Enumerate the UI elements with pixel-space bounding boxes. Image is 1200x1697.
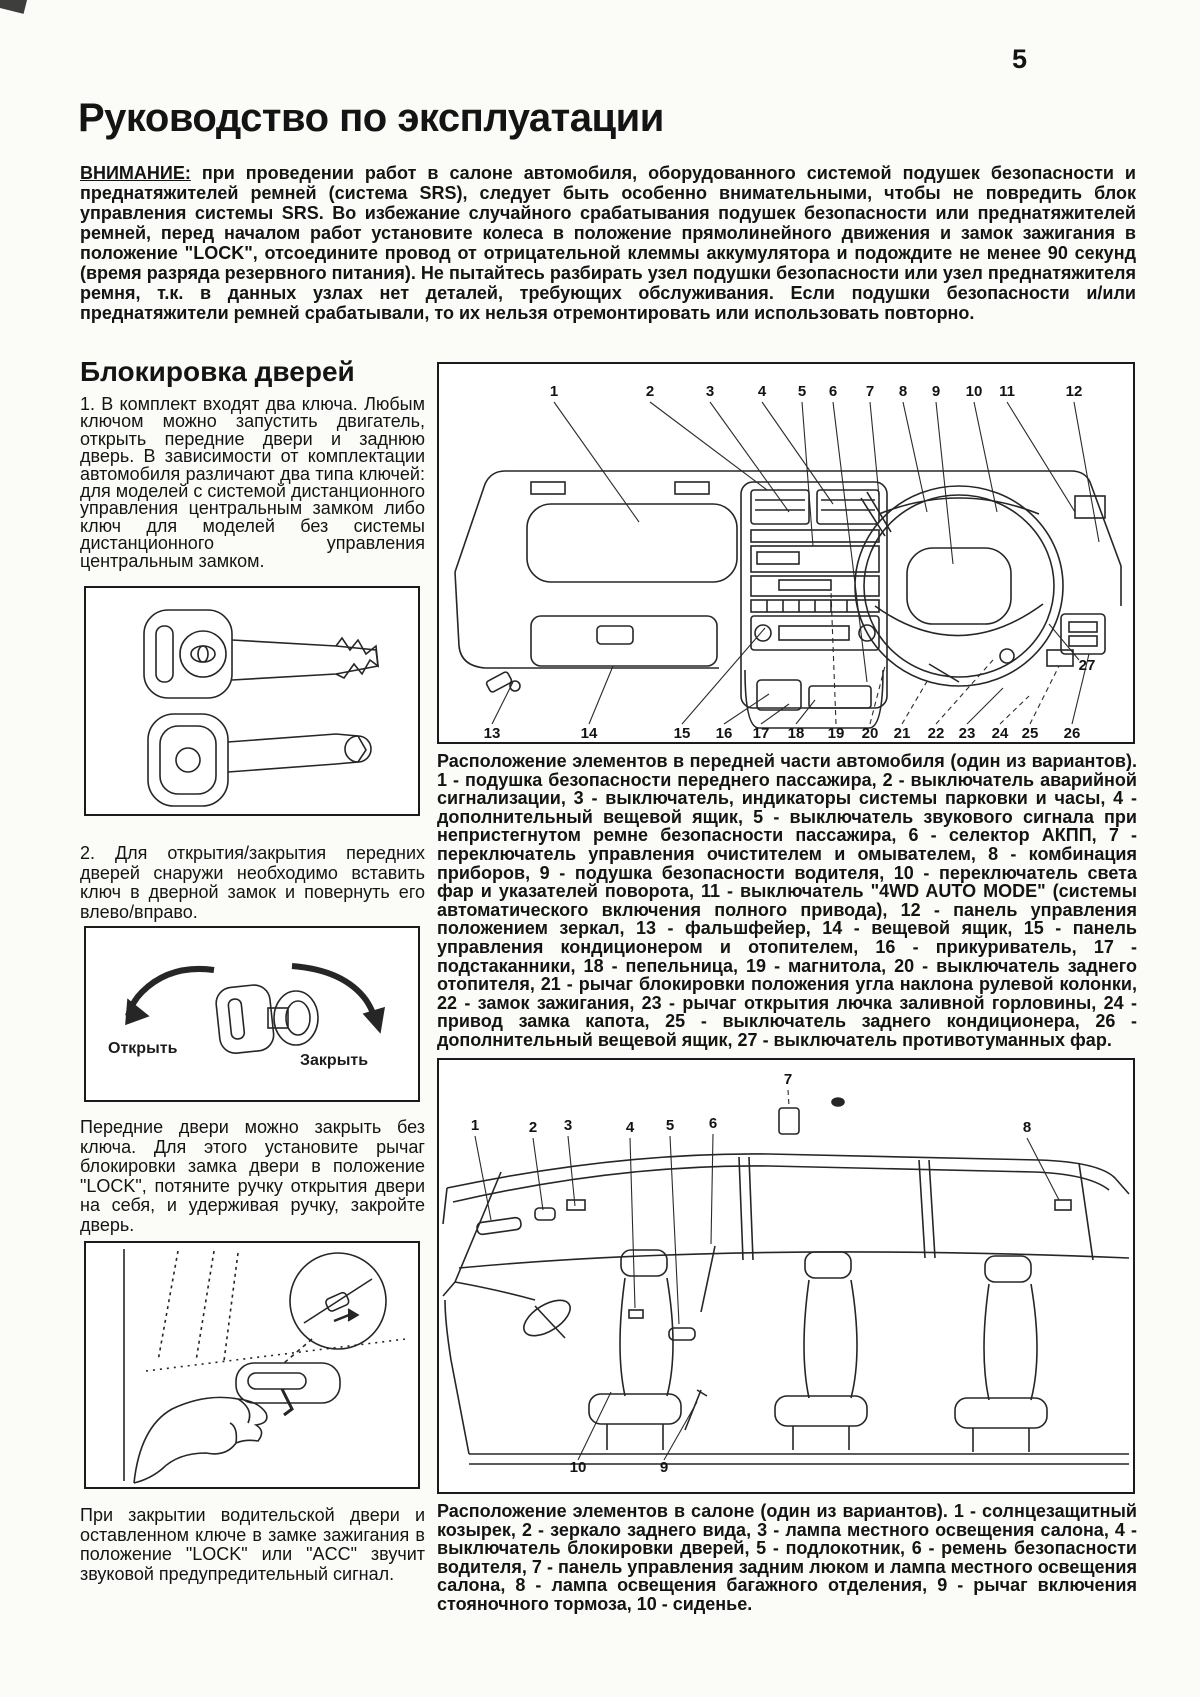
svg-text:21: 21: [893, 725, 911, 742]
svg-text:16: 16: [715, 725, 733, 742]
svg-text:20: 20: [861, 725, 879, 742]
svg-text:2: 2: [528, 1119, 538, 1136]
label-open: Открыть: [108, 1040, 178, 1057]
paragraph-keys: 1. В комплект входят два ключа. Любым ключом можно запустить двигатель, открыть передние двери и заднюю дверь. В зависимости от комплектации автомобиля различают два типа ключей: для моделей с системой дистанционного управления центральным замком либо ключ для моделей без системы дистанционного управления центральным замком.: [80, 394, 425, 571]
dashboard-callout-numbers: [484, 383, 1096, 742]
svg-text:3: 3: [705, 383, 715, 400]
svg-text:22: 22: [927, 725, 945, 742]
figure-cabin: [437, 1058, 1135, 1494]
svg-text:3: 3: [563, 1117, 573, 1134]
svg-text:26: 26: [1063, 725, 1081, 742]
svg-text:12: 12: [1065, 383, 1083, 400]
page-number: 5: [1012, 44, 1028, 74]
svg-text:8: 8: [898, 383, 908, 400]
svg-text:7: 7: [783, 1071, 793, 1088]
srs-warning-paragraph: [80, 163, 1136, 323]
svg-text:5: 5: [665, 1117, 675, 1134]
paragraph-unlock-outside: 2. Для открытия/закрытия передних дверей снаружи необходимо вставить ключ в дверной замок и повернуть его влево/вправо.: [80, 843, 425, 922]
svg-text:4: 4: [757, 383, 767, 400]
svg-text:18: 18: [787, 725, 805, 742]
cabin-callout-numbers: [471, 1071, 1031, 1476]
paragraph-key-buzzer: При закрытии водительской двери и оставленном ключе в замке зажигания в положение "LOCK" или "ACC" звучит звуковой предупредительный сигнал.: [80, 1505, 425, 1584]
svg-text:24: 24: [991, 725, 1009, 742]
warning-text: при проведении работ в салоне автомобиля, оборудованного системой подушек безопасности и преднатяжителей ремней (система SRS), следует быть особенно внимательными, чтобы не повредить блок управления системы SRS. Во избежание случайного срабатывания подушек безопасности или преднатяжителей ремней, перед началом работ установите колеса в положение прямолинейного движения и замок зажигания в положение "LOCK", отсоедините провод от отрицательной клеммы аккумулятора и подождите не менее 90 секунд (время разряда резервного питания). Не пытайтесь разбирать узел подушки безопасности или узел преднатяжителя ремня, т.к. в данных узлах нет деталей, требующих обслуживания. Если подушки безопасности и/или преднатяжители ремней срабатывали, то их нельзя отремонтировать или использовать повторно.: [80, 163, 1136, 323]
svg-text:23: 23: [958, 725, 976, 742]
svg-text:2: 2: [645, 383, 655, 400]
svg-text:7: 7: [865, 383, 875, 400]
svg-text:1: 1: [549, 383, 559, 400]
svg-text:10: 10: [965, 383, 983, 400]
door-handle-drawing: [86, 1243, 418, 1487]
figure-two-keys: [84, 586, 420, 816]
svg-text:25: 25: [1021, 725, 1039, 742]
svg-text:8: 8: [1022, 1119, 1032, 1136]
key-turn-drawing: [86, 928, 418, 1100]
svg-text:17: 17: [752, 725, 770, 742]
two-keys-drawing: [86, 588, 418, 814]
label-close: Закрыть: [300, 1052, 369, 1069]
svg-text:4: 4: [625, 1119, 635, 1136]
section-heading-door-locking: Блокировка дверей: [80, 356, 355, 387]
svg-text:9: 9: [659, 1459, 669, 1476]
paragraph-close-without-key: Передние двери можно закрыть без ключа. Для этого установите рычаг блокировки замка двери в положение "LOCK", потяните ручку открытия двери на себя, и удерживая ручку, закройте дверь.: [80, 1117, 425, 1235]
dashboard-diagram: [439, 364, 1133, 742]
svg-text:9: 9: [931, 383, 941, 400]
svg-text:1: 1: [470, 1117, 480, 1134]
page-title: Руководство по эксплуатации: [78, 96, 664, 140]
dashboard-caption: Расположение элементов в передней части автомобиля (один из вариантов). 1 - подушка безопасности переднего пассажира, 2 - выключатель аварийной сигнализации, 3 - выключатель, индикаторы системы парковки и часы, 4 - дополнительный вещевой ящик, 5 - выключатель звукового сигнала при непристегнутом ремне безопасности пассажира, 6 - селектор АКПП, 7 - переключатель управления очистителем и омывателем, 8 - комбинация приборов, 9 - подушка безопасности водителя, 10 - переключатель света фар и указателей поворота, 11 - выключатель "4WD AUTO MODE" (системы автоматического включения полного привода), 12 - панель управления положением зеркал, 13 - фальшфейер, 14 - вещевой ящик, 15 - панель управления кондиционером и отопителем, 16 - прикуриватель, 17 - подстаканники, 18 - пепельница, 19 - магнитола, 20 - выключатель заднего отопителя, 21 - рычаг блокировки положения угла наклона рулевой колонки, 22 - замок зажигания, 23 - рычаг открытия лючка заливной горловины, 24 - привод замка капота, 25 - выключатель заднего кондиционера, 26 - дополнительный вещевой ящик, 27 - выключатель противотуманных фар.: [437, 751, 1137, 1050]
figure-dashboard: [437, 362, 1135, 744]
svg-text:6: 6: [708, 1115, 718, 1132]
svg-text:6: 6: [828, 383, 838, 400]
svg-text:19: 19: [827, 725, 845, 742]
svg-text:5: 5: [797, 383, 807, 400]
figure-door-handle-hand: [84, 1241, 420, 1489]
cabin-diagram: [439, 1060, 1133, 1492]
warning-label: ВНИМАНИЕ:: [80, 163, 191, 183]
svg-text:15: 15: [673, 725, 691, 742]
svg-text:11: 11: [999, 383, 1015, 400]
figure-key-turn: [84, 926, 420, 1102]
cabin-caption: Расположение элементов в салоне (один из вариантов). 1 - солнцезащитный козырек, 2 - зеркало заднего вида, 3 - лампа местного освещения салона, 4 - выключатель блокировки дверей, 5 - подлокотник, 6 - ремень безопасности водителя, 7 - панель управления задним люком и лампа местного освещения салона, 8 - лампа освещения багажного отделения, 9 - рычаг включения стояночного тормоза, 10 - сиденье.: [437, 1501, 1137, 1614]
svg-text:13: 13: [483, 725, 501, 742]
scan-artifact: [0, 0, 27, 14]
svg-text:27: 27: [1078, 657, 1096, 674]
svg-text:14: 14: [580, 725, 598, 742]
svg-text:10: 10: [569, 1459, 587, 1476]
